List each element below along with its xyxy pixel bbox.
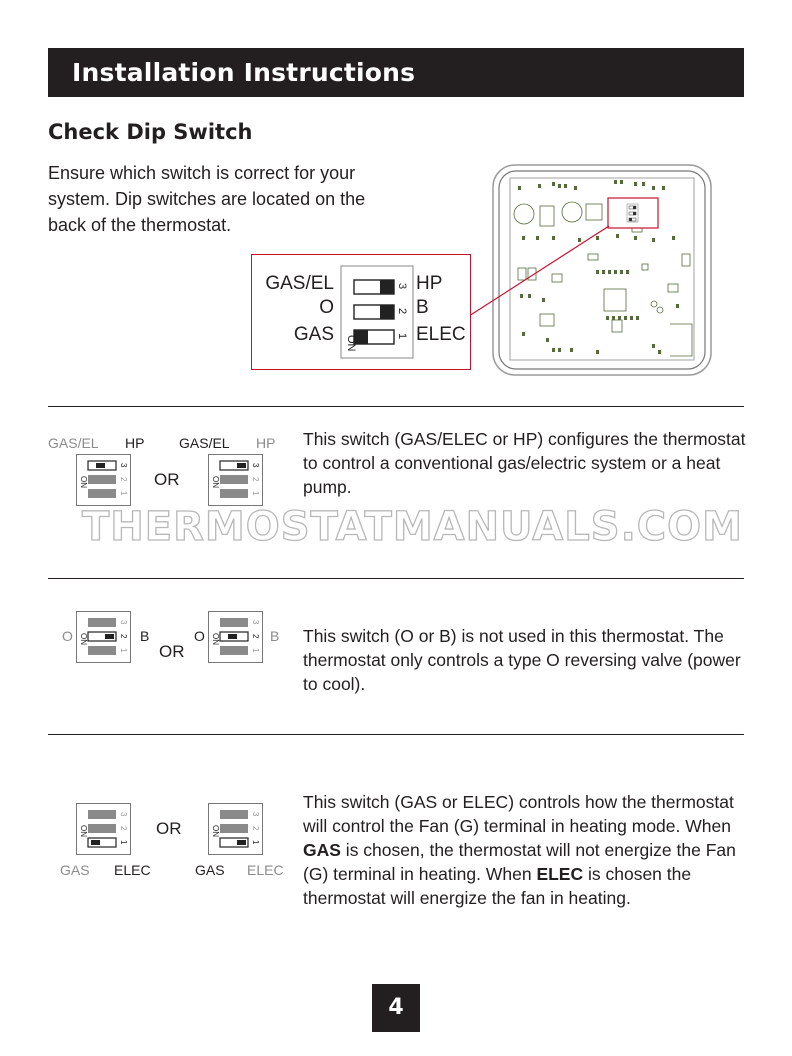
switch1-or-label: OR [154, 470, 180, 489]
svg-text:2: 2 [251, 826, 260, 831]
svg-text:3: 3 [251, 463, 260, 468]
switch1-description: This switch (GAS/ELEC or HP) configures the thermostat to control a conventional gas/electric system or a heat pump. [303, 429, 746, 497]
switch3-or-label: OR [156, 819, 182, 838]
svg-text:3: 3 [251, 812, 260, 817]
section-title: Check Dip Switch [48, 120, 253, 144]
switch2-dip-o [208, 611, 263, 663]
svg-text:1: 1 [119, 491, 128, 496]
switch1-a-right-label: HP [125, 435, 145, 451]
svg-text:3: 3 [119, 463, 128, 468]
switch1-b-right-label: HP [256, 435, 276, 451]
watermark: THERMOSTATMANUALS.COM [82, 504, 743, 550]
svg-text:1: 1 [119, 648, 128, 653]
svg-text:2: 2 [251, 634, 260, 639]
callout-on-label: ON [345, 335, 357, 352]
callout-label-gas: GAS [293, 324, 334, 345]
svg-text:2: 2 [119, 634, 128, 639]
switch3-dip-elec [208, 803, 263, 855]
svg-text:2: 2 [119, 477, 128, 482]
thermostat-back-illustration [492, 164, 712, 376]
switch2-dip-b [76, 611, 131, 663]
callout-label-hp: HP [416, 273, 443, 294]
switch3-b-left-label: GAS [195, 862, 225, 878]
page-title: Installation Instructions [72, 58, 416, 87]
switch1-b-left-label: GAS/EL [179, 435, 230, 451]
svg-text:3: 3 [119, 812, 128, 817]
switch3-dip-gas [76, 803, 131, 855]
switch1-dip-hp [76, 454, 131, 506]
switch3-desc-part3: is chosen the thermostat will energize the fan in heating. [303, 864, 692, 908]
svg-text:ON: ON [79, 825, 88, 837]
switch2-description: This switch (O or B) is not used in this thermostat. The thermostat only controls a type O reversing valve (power to cool). [303, 626, 741, 694]
intro-text: Ensure which switch is correct for your system. Dip switches are located on the back of the thermostat. [48, 163, 366, 235]
svg-text:ON: ON [79, 476, 88, 488]
mini-dip-switch [627, 204, 638, 222]
svg-text:2: 2 [119, 826, 128, 831]
header-bar [48, 48, 744, 97]
switch3-desc-bold-elec: ELEC [536, 864, 584, 884]
switch2-b-right-label: B [270, 628, 280, 644]
switch3-b-right-label: ELEC [247, 862, 284, 878]
callout-num-2: 2 [396, 308, 408, 315]
switch3-desc-part2: is chosen, the thermostat will not energize the Fan (G) terminal in heating. When [303, 840, 736, 884]
switch3-desc-bold-gas: GAS [303, 840, 341, 860]
svg-text:1: 1 [251, 648, 260, 653]
callout-label-elec: ELEC [416, 324, 466, 345]
switch1-dip-gas-el [208, 454, 263, 506]
switch1-a-left-label: GAS/EL [48, 435, 99, 451]
svg-text:ON: ON [79, 633, 88, 645]
svg-text:ON: ON [211, 825, 220, 837]
svg-text:2: 2 [251, 477, 260, 482]
switch2-or-label: OR [159, 642, 185, 661]
switch2-b-left-label: O [194, 628, 205, 644]
dip-switch-callout [251, 254, 471, 370]
svg-text:3: 3 [119, 620, 128, 625]
switch3-a-left-label: GAS [60, 862, 90, 878]
switch3-description [303, 790, 748, 910]
divider-3 [48, 734, 744, 735]
switch2-a-left-label: O [62, 628, 73, 644]
svg-text:ON: ON [211, 633, 220, 645]
svg-text:1: 1 [251, 840, 260, 845]
switch3-a-right-label: ELEC [114, 862, 151, 878]
divider-1 [48, 406, 744, 407]
switch2-a-right-label: B [140, 628, 150, 644]
svg-text:3: 3 [251, 620, 260, 625]
callout-num-3: 3 [396, 283, 408, 290]
svg-text:1: 1 [119, 840, 128, 845]
divider-2 [48, 578, 744, 579]
page-number: 4 [372, 984, 420, 1032]
svg-text:ON: ON [211, 476, 220, 488]
callout-label-b: B [416, 297, 429, 318]
callout-num-1: 1 [396, 333, 408, 340]
switch3-desc-part1: This switch (GAS or ELEC) controls how the thermostat will control the Fan (G) terminal in heating mode. When [303, 792, 734, 836]
svg-text:1: 1 [251, 491, 260, 496]
callout-label-o: O [319, 297, 334, 318]
callout-label-gas-el: GAS/EL [265, 273, 334, 294]
callout-dip-switch [340, 265, 414, 359]
